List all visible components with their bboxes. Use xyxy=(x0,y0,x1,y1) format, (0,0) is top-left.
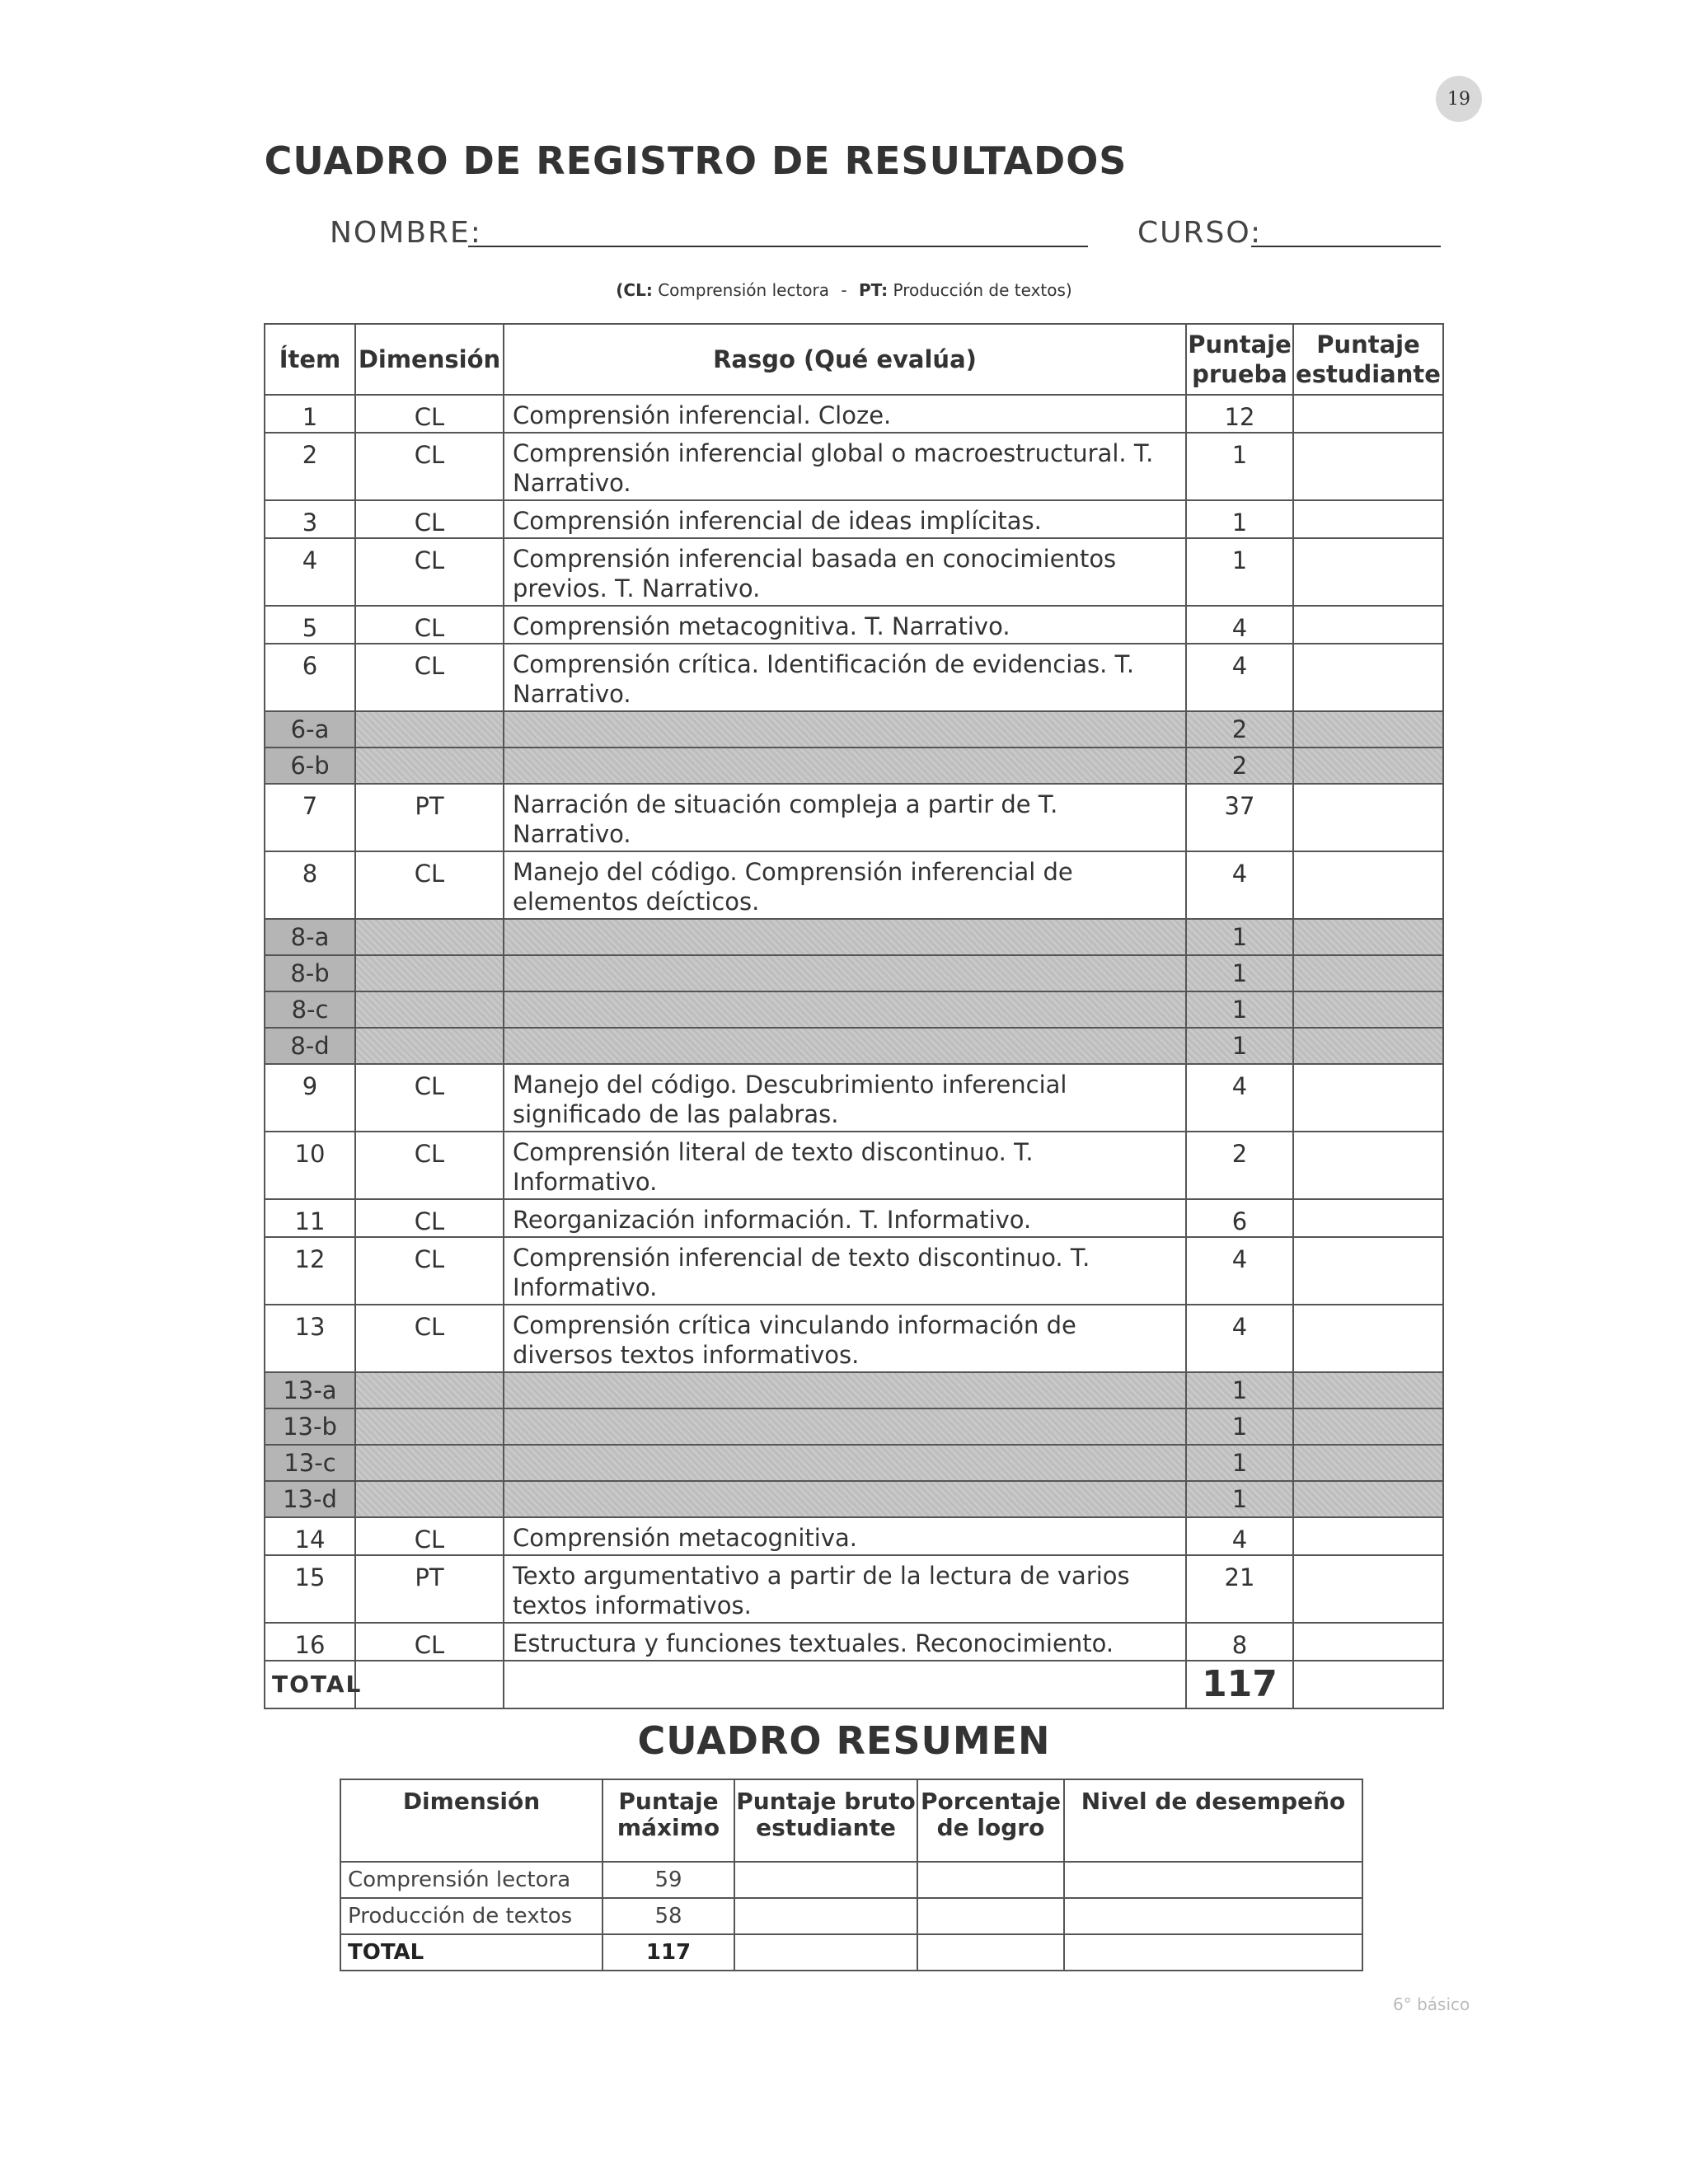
summary-total-label: TOTAL xyxy=(340,1934,603,1971)
table-subrow xyxy=(265,1372,1443,1408)
summary-total-value: 117 xyxy=(603,1934,734,1971)
puntaje-prueba-cell: 2 xyxy=(1186,1132,1293,1199)
summary-dimension-cell: Comprensión lectora xyxy=(340,1862,603,1898)
item-cell: 5 xyxy=(265,606,355,644)
dimension-legend xyxy=(0,280,1688,300)
item-cell: 11 xyxy=(265,1199,355,1237)
dimension-cell xyxy=(355,991,504,1028)
item-cell: 6 xyxy=(265,644,355,711)
puntaje-prueba-cell: 4 xyxy=(1186,1517,1293,1555)
summary-row xyxy=(340,1898,1362,1934)
rasgo-cell xyxy=(504,1445,1186,1481)
student-info-fields xyxy=(330,216,1442,257)
item-cell: 13 xyxy=(265,1305,355,1372)
total-value: 117 xyxy=(1186,1661,1293,1708)
table-row xyxy=(265,395,1443,433)
rasgo-cell xyxy=(504,711,1186,748)
rasgo-cell: Comprensión literal de texto discontinuo. T. Informativo. xyxy=(504,1132,1186,1199)
course-label: CURSO: xyxy=(1137,216,1263,250)
rasgo-cell xyxy=(504,1372,1186,1408)
puntaje-prueba-cell: 37 xyxy=(1186,784,1293,851)
dimension-cell: CL xyxy=(355,851,504,919)
dimension-cell: CL xyxy=(355,1199,504,1237)
dimension-cell xyxy=(355,1445,504,1481)
item-cell: 14 xyxy=(265,1517,355,1555)
dimension-cell: CL xyxy=(355,1517,504,1555)
rasgo-cell xyxy=(504,1408,1186,1445)
results-table xyxy=(264,323,1444,1709)
puntaje-estudiante-cell[interactable] xyxy=(1293,1481,1443,1517)
summary-nivel-cell[interactable] xyxy=(1064,1898,1362,1934)
dimension-cell: CL xyxy=(355,500,504,538)
item-cell: 8-d xyxy=(265,1028,355,1064)
table-subrow xyxy=(265,1408,1443,1445)
table-row xyxy=(265,644,1443,711)
summary-nivel-cell[interactable] xyxy=(1064,1862,1362,1898)
item-cell: 9 xyxy=(265,1064,355,1132)
name-field[interactable] xyxy=(468,246,1088,247)
summary-bruto-cell[interactable] xyxy=(734,1898,917,1934)
puntaje-prueba-cell: 4 xyxy=(1186,644,1293,711)
puntaje-estudiante-cell[interactable] xyxy=(1293,991,1443,1028)
legend-cl-text: Comprensión lectora xyxy=(658,280,829,300)
table-row xyxy=(265,500,1443,538)
table-subrow xyxy=(265,711,1443,748)
header-rasgo: Rasgo (Qué evalúa) xyxy=(504,324,1186,395)
page-number-badge: 19 xyxy=(1436,76,1482,122)
summary-total-bruto-cell[interactable] xyxy=(734,1934,917,1971)
table-row xyxy=(265,851,1443,919)
summary-header-dimension: Dimensión xyxy=(340,1779,603,1862)
dimension-cell: CL xyxy=(355,1064,504,1132)
item-cell: 15 xyxy=(265,1555,355,1623)
puntaje-estudiante-cell[interactable] xyxy=(1293,1408,1443,1445)
rasgo-cell xyxy=(504,991,1186,1028)
rasgo-cell: Comprensión inferencial global o macroestructural. T. Narrativo. xyxy=(504,433,1186,500)
rasgo-cell xyxy=(504,1481,1186,1517)
item-cell: 8-b xyxy=(265,955,355,991)
dimension-cell xyxy=(355,919,504,955)
item-cell: 13-b xyxy=(265,1408,355,1445)
puntaje-estudiante-cell[interactable] xyxy=(1293,538,1443,606)
table-subrow xyxy=(265,1445,1443,1481)
page-footer: 6° básico xyxy=(1393,1994,1470,2014)
total-dimension-cell xyxy=(355,1661,504,1708)
puntaje-prueba-cell: 2 xyxy=(1186,711,1293,748)
dimension-cell: CL xyxy=(355,538,504,606)
puntaje-estudiante-cell[interactable] xyxy=(1293,1517,1443,1555)
puntaje-prueba-cell: 6 xyxy=(1186,1199,1293,1237)
item-cell: 16 xyxy=(265,1623,355,1661)
table-row xyxy=(265,784,1443,851)
puntaje-prueba-cell: 1 xyxy=(1186,433,1293,500)
dimension-cell: CL xyxy=(355,395,504,433)
rasgo-cell: Manejo del código. Descubrimiento inferencial significado de las palabras. xyxy=(504,1064,1186,1132)
puntaje-prueba-cell: 1 xyxy=(1186,1481,1293,1517)
table-row xyxy=(265,1305,1443,1372)
item-cell: 6-b xyxy=(265,748,355,784)
legend-cl-code: (CL: xyxy=(616,280,653,300)
puntaje-prueba-cell: 1 xyxy=(1186,500,1293,538)
total-label: TOTAL xyxy=(265,1661,355,1708)
table-row xyxy=(265,1064,1443,1132)
dimension-cell: CL xyxy=(355,1623,504,1661)
table-row xyxy=(265,1132,1443,1199)
item-cell: 2 xyxy=(265,433,355,500)
legend-pt-code: PT: xyxy=(858,280,889,300)
puntaje-estudiante-cell[interactable] xyxy=(1293,711,1443,748)
rasgo-cell: Comprensión crítica. Identificación de evidencias. T. Narrativo. xyxy=(504,644,1186,711)
rasgo-cell: Comprensión inferencial basada en conocimientos previos. T. Narrativo. xyxy=(504,538,1186,606)
puntaje-prueba-cell: 8 xyxy=(1186,1623,1293,1661)
puntaje-estudiante-cell[interactable] xyxy=(1293,644,1443,711)
results-header-row xyxy=(265,324,1443,395)
puntaje-prueba-cell: 12 xyxy=(1186,395,1293,433)
item-cell: 13-c xyxy=(265,1445,355,1481)
rasgo-cell: Narración de situación compleja a partir de T. Narrativo. xyxy=(504,784,1186,851)
header-puntaje-estudiante: Puntaje estudiante xyxy=(1293,324,1443,395)
puntaje-estudiante-cell[interactable] xyxy=(1293,748,1443,784)
puntaje-prueba-cell: 4 xyxy=(1186,606,1293,644)
header-puntaje-prueba: Puntaje prueba xyxy=(1186,324,1293,395)
item-cell: 1 xyxy=(265,395,355,433)
table-subrow xyxy=(265,955,1443,991)
summary-header-porcentaje: Porcentaje de logro xyxy=(917,1779,1064,1862)
puntaje-prueba-cell: 2 xyxy=(1186,748,1293,784)
puntaje-estudiante-cell[interactable] xyxy=(1293,1028,1443,1064)
results-total-row xyxy=(265,1661,1443,1708)
item-cell: 7 xyxy=(265,784,355,851)
summary-table xyxy=(340,1779,1363,1971)
item-cell: 8-c xyxy=(265,991,355,1028)
dimension-cell: PT xyxy=(355,784,504,851)
rasgo-cell: Comprensión metacognitiva. xyxy=(504,1517,1186,1555)
item-cell: 3 xyxy=(265,500,355,538)
dimension-cell xyxy=(355,1481,504,1517)
total-rasgo-cell xyxy=(504,1661,1186,1708)
summary-porcentaje-cell[interactable] xyxy=(917,1862,1064,1898)
item-cell: 8 xyxy=(265,851,355,919)
summary-header-max: Puntaje máximo xyxy=(603,1779,734,1862)
item-cell: 6-a xyxy=(265,711,355,748)
dimension-cell: CL xyxy=(355,1132,504,1199)
puntaje-estudiante-cell[interactable] xyxy=(1293,1064,1443,1132)
summary-dimension-cell: Producción de textos xyxy=(340,1898,603,1934)
summary-bruto-cell[interactable] xyxy=(734,1862,917,1898)
puntaje-prueba-cell: 1 xyxy=(1186,538,1293,606)
puntaje-prueba-cell: 1 xyxy=(1186,1408,1293,1445)
rasgo-cell: Comprensión inferencial. Cloze. xyxy=(504,395,1186,433)
puntaje-estudiante-cell[interactable] xyxy=(1293,1445,1443,1481)
rasgo-cell: Comprensión inferencial de ideas implícitas. xyxy=(504,500,1186,538)
summary-title: CUADRO RESUMEN xyxy=(637,1718,1051,1763)
summary-max-cell: 58 xyxy=(603,1898,734,1934)
item-cell: 4 xyxy=(265,538,355,606)
puntaje-prueba-cell: 1 xyxy=(1186,1372,1293,1408)
table-subrow xyxy=(265,1481,1443,1517)
puntaje-estudiante-cell[interactable] xyxy=(1293,851,1443,919)
puntaje-estudiante-cell[interactable] xyxy=(1293,1372,1443,1408)
puntaje-estudiante-cell[interactable] xyxy=(1293,500,1443,538)
puntaje-prueba-cell: 21 xyxy=(1186,1555,1293,1623)
summary-max-cell: 59 xyxy=(603,1862,734,1898)
summary-header-nivel: Nivel de desempeño xyxy=(1064,1779,1362,1862)
rasgo-cell: Comprensión metacognitiva. T. Narrativo. xyxy=(504,606,1186,644)
summary-row xyxy=(340,1862,1362,1898)
dimension-cell xyxy=(355,1028,504,1064)
rasgo-cell: Manejo del código. Comprensión inferencial de elementos deícticos. xyxy=(504,851,1186,919)
puntaje-prueba-cell: 1 xyxy=(1186,919,1293,955)
dimension-cell: CL xyxy=(355,644,504,711)
puntaje-estudiante-cell[interactable] xyxy=(1293,606,1443,644)
summary-total-nivel-cell[interactable] xyxy=(1064,1934,1362,1971)
legend-pt-text: Producción de textos) xyxy=(893,280,1072,300)
legend-separator: - xyxy=(841,280,847,300)
puntaje-estudiante-cell[interactable] xyxy=(1293,1132,1443,1199)
table-subrow xyxy=(265,748,1443,784)
puntaje-estudiante-cell[interactable] xyxy=(1293,955,1443,991)
rasgo-cell: Comprensión inferencial de texto discontinuo. T. Informativo. xyxy=(504,1237,1186,1305)
dimension-cell xyxy=(355,748,504,784)
rasgo-cell xyxy=(504,919,1186,955)
table-row xyxy=(265,1555,1443,1623)
summary-total-porcentaje-cell[interactable] xyxy=(917,1934,1064,1971)
puntaje-prueba-cell: 4 xyxy=(1186,1064,1293,1132)
summary-total-row xyxy=(340,1934,1362,1971)
puntaje-estudiante-cell[interactable] xyxy=(1293,1555,1443,1623)
item-cell: 8-a xyxy=(265,919,355,955)
name-label: NOMBRE: xyxy=(330,216,482,250)
puntaje-estudiante-cell[interactable] xyxy=(1293,1623,1443,1661)
puntaje-prueba-cell: 1 xyxy=(1186,1445,1293,1481)
puntaje-estudiante-cell[interactable] xyxy=(1293,1237,1443,1305)
table-row xyxy=(265,1623,1443,1661)
header-dimension: Dimensión xyxy=(355,324,504,395)
puntaje-prueba-cell: 1 xyxy=(1186,1028,1293,1064)
puntaje-prueba-cell: 4 xyxy=(1186,1305,1293,1372)
puntaje-estudiante-cell[interactable] xyxy=(1293,919,1443,955)
table-row xyxy=(265,1517,1443,1555)
summary-header-bruto: Puntaje bruto estudiante xyxy=(734,1779,917,1862)
item-cell: 12 xyxy=(265,1237,355,1305)
table-subrow xyxy=(265,919,1443,955)
rasgo-cell: Reorganización información. T. Informativo. xyxy=(504,1199,1186,1237)
puntaje-estudiante-cell[interactable] xyxy=(1293,1199,1443,1237)
puntaje-estudiante-cell[interactable] xyxy=(1293,395,1443,433)
puntaje-prueba-cell: 4 xyxy=(1186,1237,1293,1305)
dimension-cell xyxy=(355,711,504,748)
puntaje-prueba-cell: 1 xyxy=(1186,991,1293,1028)
dimension-cell xyxy=(355,1408,504,1445)
item-cell: 13-a xyxy=(265,1372,355,1408)
table-subrow xyxy=(265,991,1443,1028)
item-cell: 13-d xyxy=(265,1481,355,1517)
rasgo-cell: Comprensión crítica vinculando información de diversos textos informativos. xyxy=(504,1305,1186,1372)
table-row xyxy=(265,606,1443,644)
dimension-cell: CL xyxy=(355,1237,504,1305)
rasgo-cell xyxy=(504,748,1186,784)
page-title: CUADRO DE REGISTRO DE RESULTADOS xyxy=(264,138,1128,183)
puntaje-estudiante-cell[interactable] xyxy=(1293,1305,1443,1372)
table-row xyxy=(265,1237,1443,1305)
table-row xyxy=(265,538,1443,606)
table-row xyxy=(265,433,1443,500)
dimension-cell: CL xyxy=(355,606,504,644)
rasgo-cell: Estructura y funciones textuales. Reconocimiento. xyxy=(504,1623,1186,1661)
dimension-cell xyxy=(355,955,504,991)
item-cell: 10 xyxy=(265,1132,355,1199)
course-field[interactable] xyxy=(1251,246,1441,247)
table-row xyxy=(265,1199,1443,1237)
puntaje-estudiante-cell[interactable] xyxy=(1293,784,1443,851)
dimension-cell: PT xyxy=(355,1555,504,1623)
header-item: Ítem xyxy=(265,324,355,395)
summary-header-row xyxy=(340,1779,1362,1862)
dimension-cell: CL xyxy=(355,433,504,500)
rasgo-cell xyxy=(504,1028,1186,1064)
summary-porcentaje-cell[interactable] xyxy=(917,1898,1064,1934)
puntaje-prueba-cell: 4 xyxy=(1186,851,1293,919)
total-student-cell[interactable] xyxy=(1293,1661,1443,1708)
dimension-cell xyxy=(355,1372,504,1408)
puntaje-prueba-cell: 1 xyxy=(1186,955,1293,991)
rasgo-cell: Texto argumentativo a partir de la lectura de varios textos informativos. xyxy=(504,1555,1186,1623)
table-subrow xyxy=(265,1028,1443,1064)
dimension-cell: CL xyxy=(355,1305,504,1372)
puntaje-estudiante-cell[interactable] xyxy=(1293,433,1443,500)
rasgo-cell xyxy=(504,955,1186,991)
